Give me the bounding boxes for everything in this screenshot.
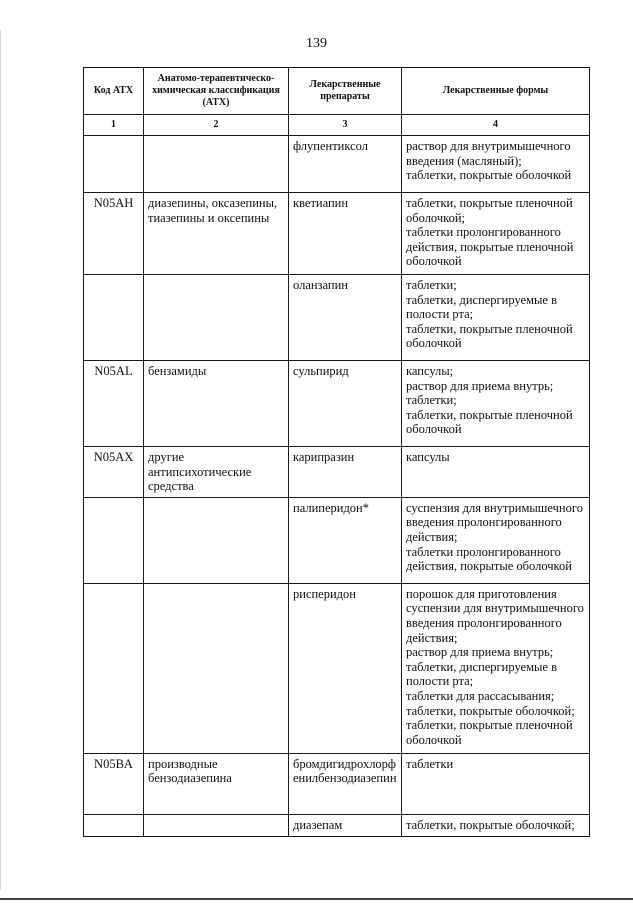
classification-cell <box>144 814 289 836</box>
table-row <box>84 136 590 193</box>
drug-cell: палиперидон* <box>289 497 402 583</box>
atx-code-cell <box>84 136 144 193</box>
dosage-form-item: таблетки, покрытые оболочкой <box>406 168 572 183</box>
dosage-form-item: таблетки, покрытые пленочной оболочкой <box>406 321 573 351</box>
dosage-form-item: таблетки <box>406 756 454 771</box>
atx-code-cell <box>84 497 144 583</box>
classification-cell <box>144 136 289 193</box>
column-number: 1 <box>84 115 144 136</box>
header-dosage-forms: Лекарственные формы <box>402 68 590 115</box>
dosage-forms-cell <box>402 136 590 193</box>
table-body <box>84 136 590 837</box>
atx-code-cell: N05AH <box>84 193 144 275</box>
dosage-form-item: таблетки пролонгированного действия, покрытые пленочной оболочкой <box>406 225 574 269</box>
page-number: 139 <box>306 36 327 51</box>
atx-code-cell: N05AL <box>84 361 144 447</box>
column-number: 3 <box>289 115 402 136</box>
classification-cell: другие антипсихотические средства <box>144 447 289 498</box>
column-number-row <box>84 115 590 136</box>
table-row <box>84 497 590 583</box>
dosage-form-item: раствор для приема внутрь; <box>406 645 554 660</box>
table-header-row <box>84 68 590 115</box>
column-number: 2 <box>144 115 289 136</box>
classification-cell <box>144 583 289 753</box>
dosage-form-item: таблетки, покрытые оболочкой; <box>406 703 575 718</box>
drug-cell: карипразин <box>289 447 402 498</box>
header-atx-code: Код АТХ <box>84 68 144 115</box>
drug-cell: кветиапин <box>289 193 402 275</box>
dosage-forms-cell <box>402 447 590 498</box>
drug-cell: бромдигидрохлорфенилбензодиазепин <box>289 753 402 814</box>
scan-bottom-edge <box>0 898 633 900</box>
drug-cell: сульпирид <box>289 361 402 447</box>
table-row <box>84 814 590 836</box>
dosage-forms-cell <box>402 753 590 814</box>
classification-cell: производные бензодиазепина <box>144 753 289 814</box>
dosage-forms-cell <box>402 275 590 361</box>
dosage-form-item: капсулы; <box>406 364 454 378</box>
dosage-form-item: раствор для внутримышечного введения (масляный); <box>406 139 571 168</box>
drug-cell: рисперидон <box>289 583 402 753</box>
dosage-form-item: таблетки; <box>406 393 457 408</box>
dosage-forms-cell <box>402 497 590 583</box>
classification-cell: диазепины, оксазепины, тиазепины и оксепины <box>144 193 289 275</box>
classification-cell <box>144 275 289 361</box>
atx-code-cell <box>84 275 144 361</box>
dosage-form-item: таблетки для рассасывания; <box>406 688 555 703</box>
dosage-form-item: капсулы <box>406 450 450 464</box>
atx-code-cell: N05AX <box>84 447 144 498</box>
dosage-form-item: порошок для приготовления суспензии для внутримышечного введения пролонгированного действия; <box>406 586 584 645</box>
drug-cell: оланзапин <box>289 275 402 361</box>
dosage-form-item: суспензия для внутримышечного введения пролонгированного действия; <box>406 500 583 544</box>
dosage-form-item: раствор для приема внутрь; <box>406 378 554 393</box>
atx-code-cell: N05BA <box>84 753 144 814</box>
table-row <box>84 361 590 447</box>
dosage-forms-cell <box>402 814 590 836</box>
drug-cell: флупентиксол <box>289 136 402 193</box>
dosage-form-item: таблетки, покрытые пленочной оболочкой <box>406 718 573 747</box>
table-row <box>84 583 590 753</box>
table-row <box>84 193 590 275</box>
classification-cell: бензамиды <box>144 361 289 447</box>
drug-cell: диазепам <box>289 814 402 836</box>
table-row <box>84 275 590 361</box>
scan-edge-line <box>0 30 1 890</box>
atx-code-cell <box>84 583 144 753</box>
header-drugs: Лекарственные препараты <box>289 68 402 115</box>
header-atx-classification: Анатомо-терапевтическо-химическая классификация (АТХ) <box>144 68 289 115</box>
dosage-form-item: таблетки, покрытые пленочной оболочкой <box>406 407 573 437</box>
dosage-form-item: таблетки, диспергируемые в полости рта; <box>406 659 557 689</box>
column-number: 4 <box>402 115 590 136</box>
table-row <box>84 447 590 498</box>
dosage-forms-cell <box>402 193 590 275</box>
dosage-form-item: таблетки, покрытые оболочкой; <box>406 817 575 832</box>
atx-table <box>83 67 590 837</box>
dosage-form-item: таблетки, покрытые пленочной оболочкой; <box>406 196 573 225</box>
table-row <box>84 753 590 814</box>
atx-code-cell <box>84 814 144 836</box>
dosage-form-item: таблетки, диспергируемые в полости рта; <box>406 292 557 322</box>
dosage-forms-cell <box>402 361 590 447</box>
dosage-form-item: таблетки пролонгированного действия, покрытые оболочкой <box>406 544 572 574</box>
dosage-form-item: таблетки; <box>406 278 457 292</box>
dosage-forms-cell <box>402 583 590 753</box>
classification-cell <box>144 497 289 583</box>
